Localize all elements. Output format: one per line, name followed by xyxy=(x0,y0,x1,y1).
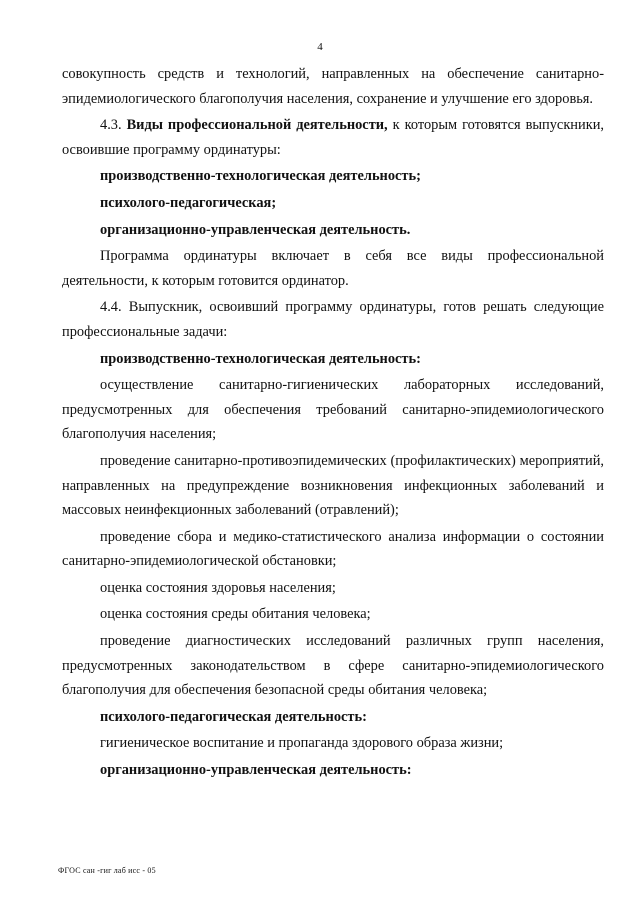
document-body xyxy=(62,62,604,783)
task-environment-assessment: оценка состояния среды обитания человека; xyxy=(100,606,371,623)
task-health-assessment: оценка состояния здоровья населения; xyxy=(100,579,336,596)
task-lab-research: осуществление санитарно-гигиенических лабораторных исследований, предусмотренных для обеспечения требований санитарно-эпидемиологического благополучия населения; xyxy=(62,377,604,443)
task-prevention: проведение санитарно-противоэпидемических (профилактических) мероприятий, направленных на предупреждение возникновения инфекционных заболеваний и массовых неинфекционных заболеваний (отравлений); xyxy=(62,452,604,519)
paragraph-4-3 xyxy=(62,113,604,162)
section-text: к которым готовятся выпускники, освоившие программу ординатуры: xyxy=(62,117,605,158)
paragraph-program: Программа ординатуры включает в себя все виды профессиональной деятельности, к которым готовится ординатор. xyxy=(62,248,604,289)
activity-production: производственно-технологическая деятельность; xyxy=(100,168,421,185)
task-hygiene-education: гигиеническое воспитание и пропаганда здорового образа жизни; xyxy=(100,735,504,752)
heading-psychology: психолого-педагогическая деятельность: xyxy=(100,708,367,725)
heading-management: организационно-управленческая деятельность: xyxy=(100,762,412,779)
task-statistics: проведение сбора и медико-статистического анализа информации о состоянии санитарно-эпидемиологической обстановки; xyxy=(62,528,604,570)
paragraph-4-4: 4.4. Выпускник, освоивший программу ординатуры, готов решать следующие профессиональные задачи: xyxy=(62,299,604,340)
paragraph-intro: совокупность средств и технологий, направленных на обеспечение санитарно-эпидемиологического благополучия населения, сохранение и улучшение его здоровья. xyxy=(62,66,604,107)
activity-management: организационно-управленческая деятельность. xyxy=(100,221,411,238)
heading-production: производственно-технологическая деятельность: xyxy=(100,350,421,367)
activity-psychology: психолого-педагогическая; xyxy=(100,194,277,211)
section-number: 4.3. xyxy=(100,117,122,134)
section-heading: Виды профессиональной деятельности, xyxy=(126,117,388,134)
footer-code: ФГОС сан -гиг лаб исс - 05 xyxy=(58,866,156,875)
page-number: 4 xyxy=(317,41,323,53)
task-diagnostics: проведение диагностических исследований различных групп населения, предусмотренных законодательством в сфере санитарно-эпидемиологического благополучия для обеспечения безопасной среды обитания человека; xyxy=(62,633,604,699)
